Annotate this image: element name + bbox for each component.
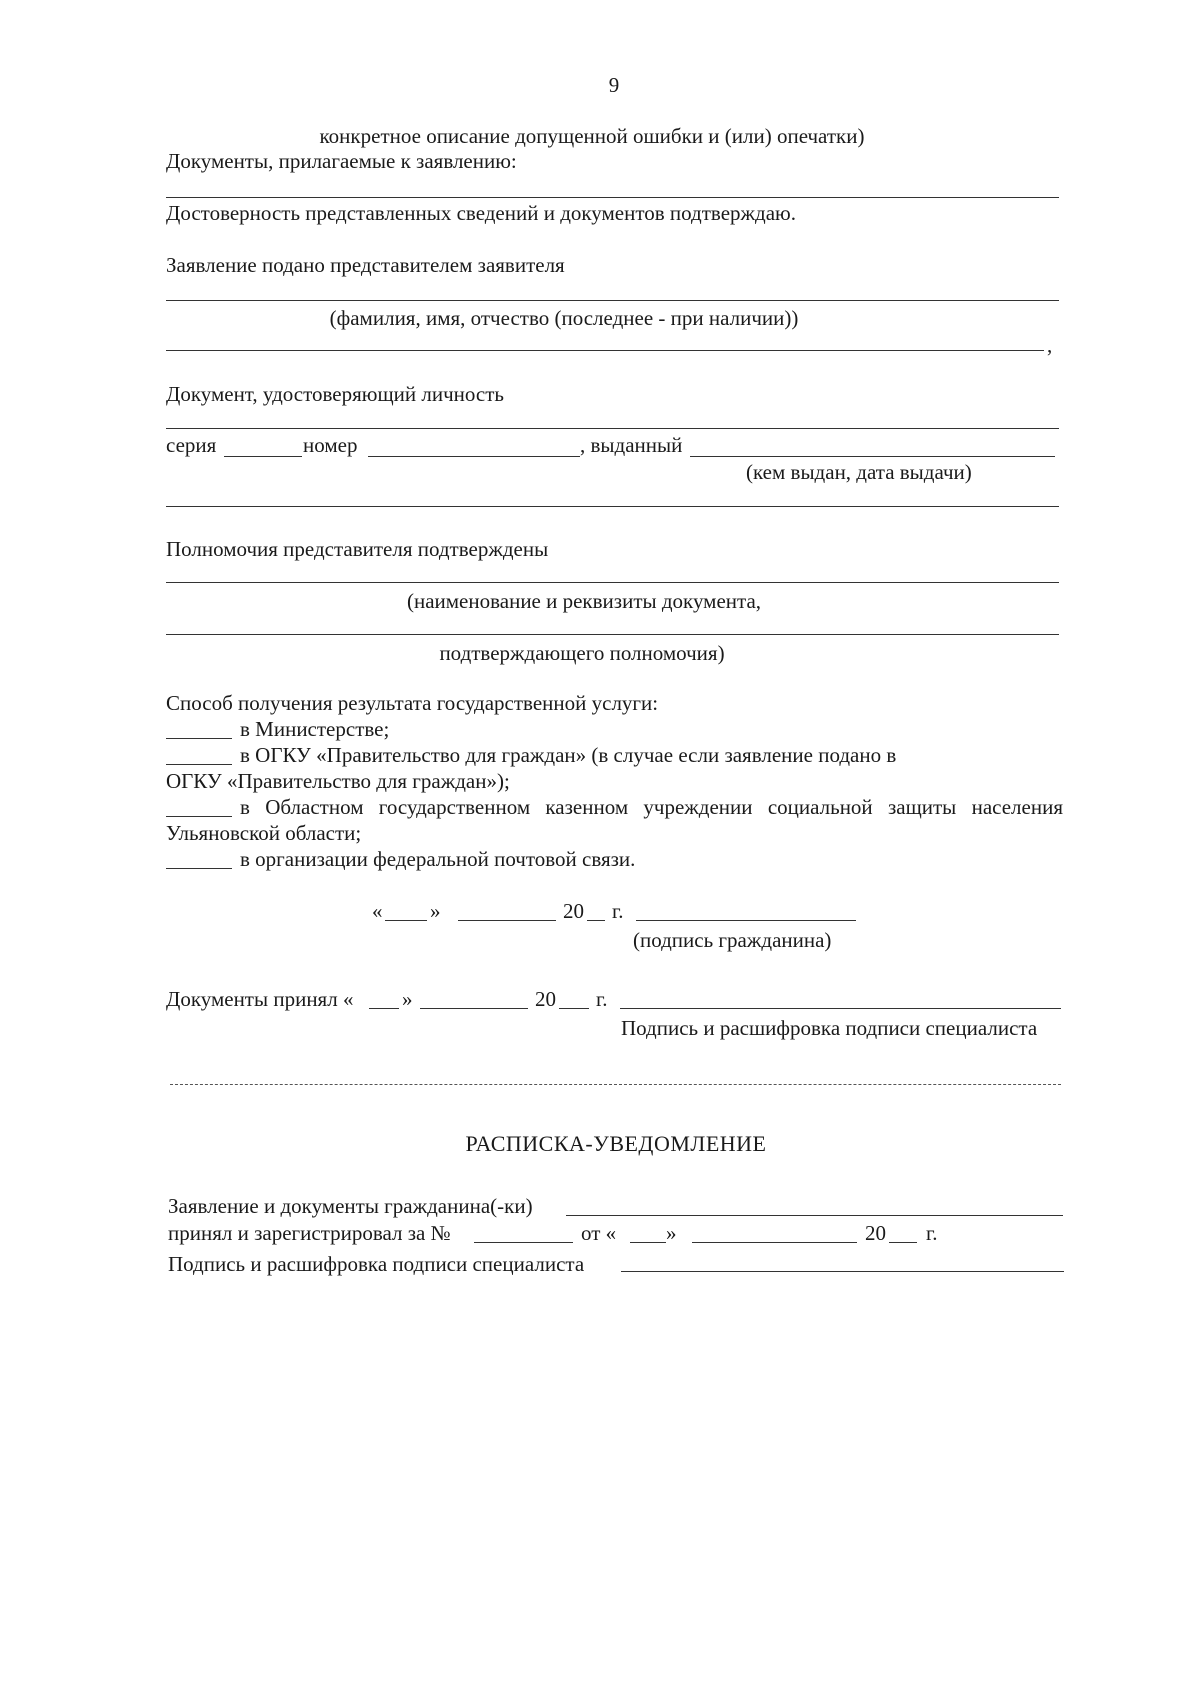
issued-hint: (кем выдан, дата выдачи)	[746, 460, 972, 484]
receipt-registration-number-field[interactable]	[474, 1242, 573, 1243]
method-post-checkbox[interactable]	[166, 868, 232, 869]
docs-received-label: Документы принял «	[166, 987, 354, 1011]
series-field[interactable]	[224, 456, 302, 457]
method-regional-b: Ульяновской области;	[166, 821, 362, 845]
method-post: в организации федеральной почтовой связи.	[240, 847, 636, 871]
docs-received-month-field[interactable]	[420, 1008, 528, 1009]
series-label: серия	[166, 433, 217, 457]
docs-received-year-field[interactable]	[559, 1008, 589, 1009]
id-document-line	[166, 428, 1059, 429]
rep-powers-line-2	[166, 634, 1059, 635]
receipt-applicant-field[interactable]	[566, 1215, 1063, 1216]
receipt-year-field[interactable]	[889, 1242, 917, 1243]
receipt-day-field[interactable]	[630, 1242, 666, 1243]
date-month-field[interactable]	[458, 920, 556, 921]
receipt-signature-label: Подпись и расшифровка подписи специалиста	[168, 1252, 585, 1276]
receipt-registered-label: принял и зарегистрировал за №	[168, 1221, 451, 1245]
method-ministry: в Министерстве;	[240, 717, 390, 741]
number-field[interactable]	[368, 456, 580, 457]
specialist-signature-field[interactable]	[620, 1008, 1061, 1009]
date-day-field[interactable]	[385, 920, 427, 921]
representative-name-line-2	[166, 350, 1044, 351]
receipt-month-field[interactable]	[692, 1242, 857, 1243]
receipt-year-g: г.	[926, 1221, 938, 1245]
docs-received-close-quote: »	[402, 987, 413, 1011]
id-document-label: Документ, удостоверяющий личность	[166, 382, 504, 406]
method-regional-a: в Областном государственном казенном учреждении социальной защиты населения	[240, 795, 1063, 819]
date-close-quote: »	[430, 899, 441, 923]
number-label: номер	[303, 433, 358, 457]
method-ministry-checkbox[interactable]	[166, 738, 232, 739]
date-year-suffix: г.	[612, 899, 624, 923]
docs-received-day-field[interactable]	[369, 1008, 399, 1009]
issued-label: , выданный	[580, 433, 683, 457]
receipt-applicant-label: Заявление и документы гражданина(-ки)	[168, 1194, 533, 1218]
error-description-hint: конкретное описание допущенной ошибки и (или) опечатки)	[319, 124, 865, 148]
reliability-statement: Достоверность представленных сведений и документов подтверждаю.	[166, 201, 796, 225]
date-open-quote: «	[372, 899, 383, 923]
receipt-title: РАСПИСКА-УВЕДОМЛЕНИЕ	[465, 1131, 767, 1156]
receipt-close-quote: »	[666, 1221, 677, 1245]
document-name-hint: (наименование и реквизиты документа,	[406, 589, 762, 613]
attached-documents-label: Документы, прилагаемые к заявлению:	[166, 149, 517, 173]
method-ogku-a: в ОГКУ «Правительство для граждан» (в случае если заявление подано в	[240, 743, 897, 767]
citizen-signature-field[interactable]	[636, 920, 856, 921]
receipt-year-prefix: 20	[865, 1221, 886, 1245]
method-regional-checkbox[interactable]	[166, 816, 232, 817]
docs-received-year-prefix: 20	[535, 987, 556, 1011]
method-ogku-b: ОГКУ «Правительство для граждан»);	[166, 769, 510, 793]
attached-documents-line	[166, 197, 1059, 198]
page-number: 9	[608, 73, 620, 97]
date-year-field[interactable]	[587, 920, 605, 921]
rep-powers-line	[166, 582, 1059, 583]
rep-powers-label: Полномочия представителя подтверждены	[166, 537, 549, 561]
representative-label: Заявление подано представителем заявителя	[166, 253, 565, 277]
specialist-signature-hint: Подпись и расшифровка подписи специалиста	[621, 1016, 1038, 1040]
method-title: Способ получения результата государственной услуги:	[166, 691, 659, 715]
representative-name-line	[166, 300, 1059, 301]
confirming-hint: подтверждающего полномочия)	[439, 641, 725, 665]
date-year-prefix: 20	[563, 899, 584, 923]
receipt-from-label: от «	[581, 1221, 617, 1245]
comma: ,	[1047, 333, 1053, 357]
citizen-signature-hint: (подпись гражданина)	[633, 928, 832, 952]
docs-received-g: г.	[596, 987, 608, 1011]
receipt-signature-field[interactable]	[621, 1271, 1064, 1272]
cut-line	[170, 1084, 1061, 1085]
issued-line-2	[166, 506, 1059, 507]
method-ogku-checkbox[interactable]	[166, 764, 232, 765]
issued-field[interactable]	[690, 456, 1055, 457]
fio-hint: (фамилия, имя, отчество (последнее - при наличии))	[329, 306, 799, 330]
